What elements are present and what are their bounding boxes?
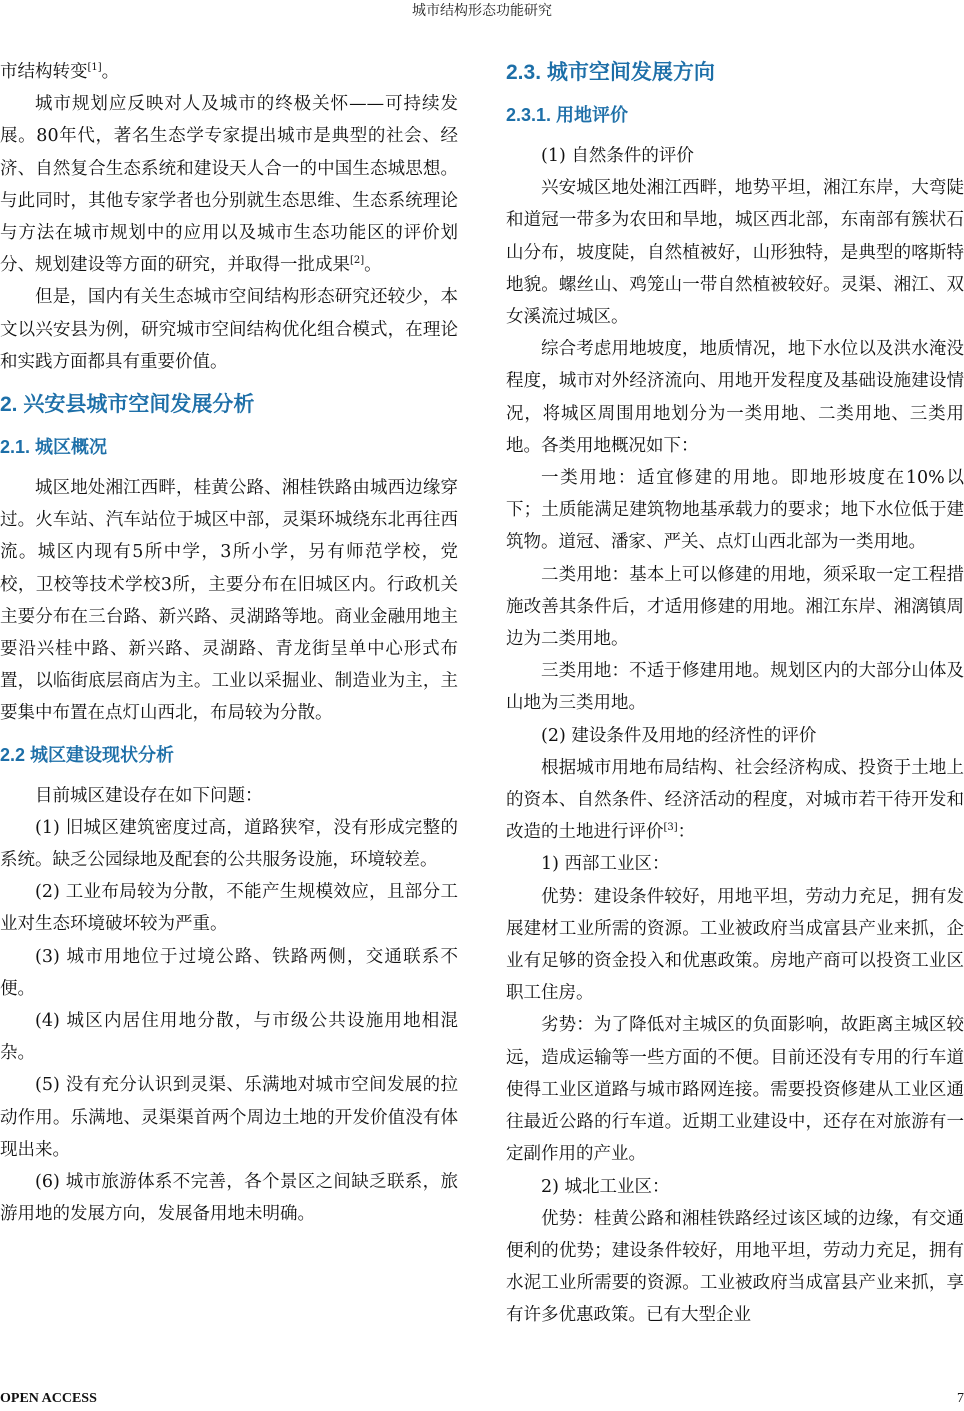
journal-footer: OPEN ACCESS xyxy=(0,1391,97,1406)
paragraph: 一类用地：适宜修建的用地。即地形坡度在10%以下；土质能满足建筑物地基承载力的要求；地下水位低于建筑物。道冠、潘家、严关、点灯山西北部为一类用地。 xyxy=(506,468,964,553)
paragraph: 优势：桂黄公路和湘桂铁路经过该区域的边缘，有交通便利的优势；建设条件较好，用地平坦，劳动力充足，拥有水泥工业所需要的资源。工业被政府当成富县产业来抓，享有许多优惠政策。已有大型企业 xyxy=(506,1208,964,1326)
issue-item: (5) 没有充分认识到灵渠、乐满地对城市空间发展的拉动作用。乐满地、灵渠渠首两个周边土地的开发价值没有体现出来。 xyxy=(0,1075,458,1160)
citation-ref[interactable]: [2] xyxy=(350,255,365,267)
subsection-heading: 2.3.1. 用地评价 xyxy=(506,105,629,125)
paragraph: 劣势：为了降低对主城区的负面影响，故距离主城区较远，造成运输等一些方面的不便。目前还没有专用的行车道使得工业区道路与城市路网连接。需要投资修建从工业区通往最近公路的行车道。近期工业建设中，还存在对旅游有一定副作用的产业。 xyxy=(506,1015,964,1165)
list-item: 1) 西部工业区： xyxy=(541,854,670,875)
paragraph: 根据城市用地布局结构、社会经济构成、投资于土地上的资本、自然条件、经济活动的程度，对城市若干待开发和改造的土地进行评价[3]： xyxy=(506,757,964,843)
citation-ref[interactable]: [1] xyxy=(87,62,102,73)
paragraph: 优势：建设条件较好，用地平坦，劳动力充足，拥有发展建材工业所需的资源。工业被政府当成富县产业来抓，企业有足够的资金投入和优惠政策。房地产商可以投资工业区职工住房。 xyxy=(506,886,964,1004)
paragraph: 综合考虑用地坡度，地质情况，地下水位以及洪水淹没程度，城市对外经济流向、用地开发程度及基础设施建设情况，将城区周围用地划分为一类用地、二类用地、三类用地。各类用地概况如下： xyxy=(506,339,964,456)
section-heading: 2.3. 城市空间发展方向 xyxy=(506,61,715,84)
section-heading: 2. 兴安县城市空间发展分析 xyxy=(0,393,255,417)
list-item: (2) 建设条件及用地的经济性的评价 xyxy=(541,725,817,746)
list-item: 2) 城北工业区： xyxy=(541,1176,670,1197)
page-number: 7 xyxy=(957,1391,964,1406)
issue-item: (3) 城市用地位于过境公路、铁路两侧，交通联系不便。 xyxy=(0,946,458,999)
subsection-heading: 2.2 城区建设现状分析 xyxy=(0,744,175,765)
paragraph: 市结构转变[1]。 xyxy=(0,62,120,82)
left-column xyxy=(0,56,458,1231)
subsection-heading: 2.1. 城区概况 xyxy=(0,437,108,458)
list-item: (1) 自然条件的评价 xyxy=(541,146,694,166)
issue-item: (2) 工业布局较为分散，不能产生规模效应，且部分工业对生态环境破坏较为严重。 xyxy=(0,882,458,935)
issue-item: (4) 城区内居住用地分散，与市级公共设施用地相混杂。 xyxy=(0,1011,458,1064)
paragraph: 城市规划应反映对人及城市的终极关怀——可持续发展。80年代，著名生态学专家提出城市是典型的社会、经济、自然复合生态系统和建设天人合一的中国生态城思想。与此同时，其他专家学者也分别就生态思维、生态系统理论与方法在城市规划中的应用以及城市生态功能区的评价划分、规划建设等方面的研究，并取得一批成果[2]。 xyxy=(0,94,458,276)
paragraph: 二类用地：基本上可以修建的用地，须采取一定工程措施改善其条件后，才适用修建的用地。湘江东岸、湘漓镇周边为二类用地。 xyxy=(506,564,964,650)
right-column xyxy=(506,56,964,1332)
paragraph: 城区地处湘江西畔，桂黄公路、湘桂铁路由城西边缘穿过。火车站、汽车站位于城区中部，灵渠环城绕东北再往西流。城区内现有5所中学，3所小学，另有师范学校，党校，卫校等技术学校3所，主要分布在旧城区内。行政机关主要分布在三台路、新兴路、灵湖路等地。商业金融用地主要沿兴桂中路、新兴路、灵湖路、青龙街呈单中心形式布置，以临街底层商店为主。工业以采掘业、制造业为主，主要集中布置在点灯山西北，布局较为分散。 xyxy=(0,478,458,724)
running-header: 城市结构形态功能研究 xyxy=(412,3,552,19)
paragraph: 三类用地：不适于修建用地。规划区内的大部分山体及山地为三类用地。 xyxy=(506,661,964,714)
issue-item: (6) 城市旅游体系不完善，各个景区之间缺乏联系，旅游用地的发展方向，发展备用地未明确。 xyxy=(0,1172,458,1225)
paragraph: 兴安城区地处湘江西畔，地势平坦，湘江东岸，大弯陡和道冠一带多为农田和旱地，城区西北部，东南部有簇状石山分布，坡度陡，自然植被好，山形独特，是典型的喀斯特地貌。螺丝山、鸡笼山一带自然植被较好。灵渠、湘江、双女溪流过城区。 xyxy=(506,178,964,328)
paragraph: 但是，国内有关生态城市空间结构形态研究还较少，本文以兴安县为例，研究城市空间结构优化组合模式，在理论和实践方面都具有重要价值。 xyxy=(0,287,458,372)
issue-item: (1) 旧城区建筑密度过高，道路狭窄，没有形成完整的系统。缺乏公园绿地及配套的公共服务设施，环境较差。 xyxy=(0,817,458,871)
paragraph: 目前城区建设存在如下问题： xyxy=(35,785,263,806)
citation-ref[interactable]: [3] xyxy=(663,822,678,834)
